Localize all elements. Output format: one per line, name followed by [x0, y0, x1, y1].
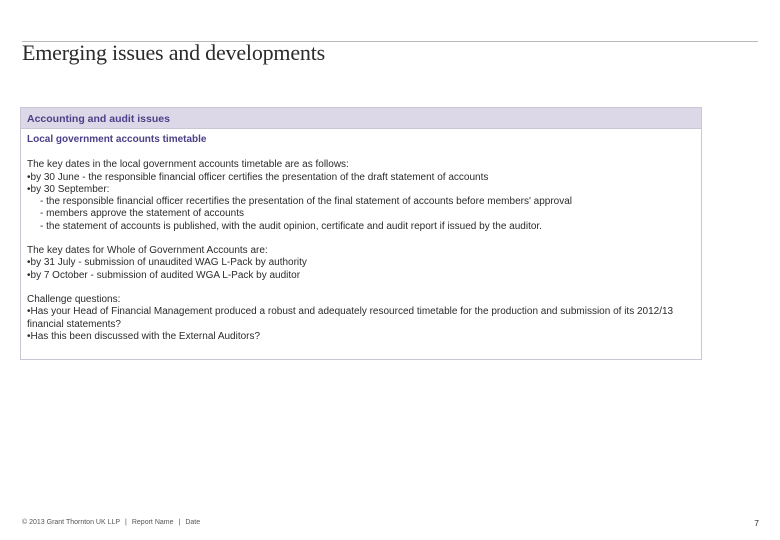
footer-report-name: Report Name [131, 519, 174, 526]
paragraph-line: •by 31 July - submission of unaudited WAG L-Pack by authority [27, 257, 307, 269]
paragraph-line: - members approve the statement of accounts [40, 208, 244, 220]
paragraph [27, 245, 701, 282]
paragraph [27, 294, 701, 343]
box-paragraphs [27, 159, 701, 343]
paragraph-line: •Has this been discussed with the External Auditors? [27, 330, 261, 342]
paragraph-line: - the responsible financial officer recertifies the presentation of the final statement of accounts before members' approval [40, 196, 573, 208]
footer-separator: | [178, 519, 181, 526]
accounting-audit-issues-box [20, 107, 702, 360]
footer [22, 519, 200, 526]
paragraph-line: •Has your Head of Financial Management produced a robust and adequately resourced timetable for the production and submission of its 2012/13 financial statements? [27, 306, 674, 330]
paragraph-line: The key dates in the local government accounts timetable are as follows: [27, 159, 349, 171]
footer-copyright: © 2013 Grant Thornton UK LLP [22, 519, 121, 526]
box-subtitle: Local government accounts timetable [27, 134, 207, 145]
paragraph-line: - the statement of accounts is published, with the audit opinion, certificate and audit report if issued by the auditor. [40, 220, 542, 232]
paragraph-line: The key dates for Whole of Government Accounts are: [27, 245, 268, 257]
paragraph-line: •by 7 October - submission of audited WGA L-Pack by auditor [27, 269, 301, 281]
paragraph-line: Challenge questions: [27, 293, 121, 305]
paragraph-line: •by 30 September: [27, 183, 110, 195]
footer-separator: | [125, 519, 127, 526]
box-header: Accounting and audit issues [21, 108, 701, 129]
page-number: 7 [754, 518, 759, 528]
footer-date: Date [185, 519, 201, 526]
box-body [21, 129, 701, 343]
paragraph [27, 159, 701, 233]
paragraph-line: •by 30 June - the responsible financial officer certifies the presentation of the draft statement of accounts [27, 171, 489, 183]
page-title: Emerging issues and developments [22, 40, 325, 65]
